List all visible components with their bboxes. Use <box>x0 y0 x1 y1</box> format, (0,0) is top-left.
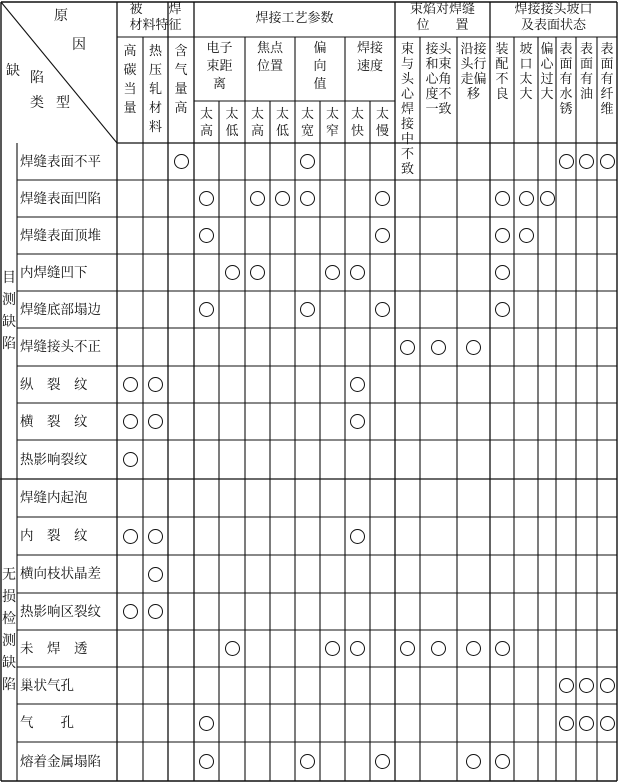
circle-mark <box>350 265 365 280</box>
circle-mark <box>300 154 315 169</box>
circle-mark <box>300 191 315 206</box>
column-header-14: 装配不良 <box>495 42 509 102</box>
circle-mark <box>275 191 290 206</box>
column-header-12: 接头和束心角度不一致 <box>425 42 452 117</box>
row-label-0-0: 焊缝表面不平 <box>20 153 101 170</box>
circle-mark <box>519 228 534 243</box>
sub-header-2-line-0: 偏 <box>313 41 327 56</box>
circle-mark <box>199 191 214 206</box>
circle-mark <box>199 228 214 243</box>
circle-mark <box>325 265 340 280</box>
circle-mark <box>375 191 390 206</box>
circle-mark <box>375 228 390 243</box>
circle-mark <box>123 604 138 619</box>
column-header-3: 太高 <box>199 107 213 139</box>
group-header-0-line-0: 被 焊 <box>129 2 182 17</box>
row-label-1-7: 熔着金属塌陷 <box>20 753 101 770</box>
sub-header-2-line-2: 值 <box>313 77 327 92</box>
circle-mark <box>225 265 240 280</box>
group-header-2-line-1: 位 置 <box>416 18 469 33</box>
sub-header-1-line-0: 焦点 <box>256 41 283 56</box>
circle-mark <box>540 191 555 206</box>
column-header-10: 太慢 <box>375 107 389 139</box>
column-header-15: 坡口太大 <box>519 42 533 102</box>
circle-mark <box>375 302 390 317</box>
circle-mark <box>559 154 574 169</box>
sub-header-3-line-0: 焊接 <box>356 41 383 56</box>
circle-mark <box>495 641 510 656</box>
sub-header-3-line-1: 速度 <box>356 59 383 74</box>
group-header-3-line-1: 及表面状态 <box>520 18 586 33</box>
circle-mark <box>466 641 481 656</box>
sub-header-1-line-1: 位置 <box>256 59 283 74</box>
circle-mark <box>148 604 163 619</box>
row-label-0-1: 焊缝表面凹陷 <box>20 190 101 207</box>
circle-mark <box>600 154 615 169</box>
row-label-1-4: 未 焊 透 <box>20 640 88 657</box>
section-label-1: 无损检测缺陷 <box>2 567 16 693</box>
header-lei: 类 <box>30 95 44 111</box>
row-label-1-0: 焊缝内起泡 <box>20 490 88 506</box>
circle-mark <box>123 377 138 392</box>
circle-mark <box>579 154 594 169</box>
circle-mark <box>123 414 138 429</box>
circle-mark <box>148 414 163 429</box>
circle-mark <box>350 377 365 392</box>
column-header-0: 高碳当量 <box>123 44 137 116</box>
circle-mark <box>495 265 510 280</box>
column-header-5: 太高 <box>250 107 264 139</box>
row-label-1-5: 巢状气孔 <box>20 677 74 694</box>
column-header-17: 表面有水锈 <box>559 42 573 117</box>
sub-header-0-line-0: 电子 <box>206 41 233 56</box>
circle-mark <box>579 678 594 693</box>
group-header-3-line-0: 焊接接头坡口 <box>514 2 593 17</box>
circle-mark <box>250 265 265 280</box>
circle-mark <box>375 754 390 769</box>
circle-mark <box>559 678 574 693</box>
column-header-8: 太窄 <box>325 107 339 139</box>
header-xian: 陷 <box>30 70 44 86</box>
sub-header-0-line-2: 离 <box>212 77 226 92</box>
column-header-11: 束与头心焊接中不致 <box>400 42 414 177</box>
circle-mark <box>350 414 365 429</box>
circle-mark <box>199 716 214 731</box>
circle-mark <box>600 678 615 693</box>
circle-mark <box>300 302 315 317</box>
row-label-1-3: 热影响区裂纹 <box>20 603 101 620</box>
header-yin: 因 <box>72 37 86 53</box>
row-label-0-2: 焊缝表面顶堆 <box>20 227 101 244</box>
circle-mark <box>199 302 214 317</box>
column-header-2: 含气量高 <box>174 44 188 116</box>
circle-mark <box>579 716 594 731</box>
circle-mark <box>495 228 510 243</box>
circle-mark <box>250 191 265 206</box>
circle-mark <box>519 191 534 206</box>
circle-mark <box>559 716 574 731</box>
circle-mark <box>495 754 510 769</box>
circle-mark <box>300 754 315 769</box>
circle-mark <box>600 716 615 731</box>
circle-mark <box>466 754 481 769</box>
column-header-7: 太宽 <box>300 107 314 139</box>
group-header-0-line-1: 材料特征 <box>129 18 182 33</box>
column-header-19: 表面有纤维 <box>600 42 614 117</box>
group-header-2-line-0: 束焰对焊缝 <box>409 2 475 17</box>
header-xing: 型 <box>56 95 70 111</box>
column-header-6: 太低 <box>275 107 289 139</box>
circle-mark <box>466 340 481 355</box>
circle-mark <box>495 302 510 317</box>
header-que: 缺 <box>6 63 20 79</box>
row-label-1-1: 内 裂 纹 <box>20 528 88 544</box>
circle-mark <box>350 641 365 656</box>
column-header-18: 表面有油 <box>579 42 593 102</box>
circle-mark <box>123 452 138 467</box>
row-label-0-6: 纵 裂 纹 <box>20 376 88 393</box>
circle-mark <box>148 377 163 392</box>
sub-header-2-line-1: 向 <box>313 59 327 74</box>
row-label-1-2: 横向枝状晶差 <box>20 566 101 582</box>
circle-mark <box>350 529 365 544</box>
circle-mark <box>199 754 214 769</box>
row-label-0-7: 横 裂 纹 <box>20 413 88 430</box>
circle-mark <box>400 641 415 656</box>
circle-mark <box>431 641 446 656</box>
circle-mark <box>325 641 340 656</box>
circle-mark <box>400 340 415 355</box>
column-header-4: 太低 <box>225 107 239 139</box>
circle-mark <box>123 529 138 544</box>
row-label-0-4: 焊缝底部塌边 <box>20 301 101 318</box>
circle-mark <box>431 340 446 355</box>
column-header-1: 热压轧材料 <box>148 44 162 135</box>
row-label-0-8: 热影响裂纹 <box>20 451 88 468</box>
column-header-13: 沿接头行走偏移 <box>460 42 487 102</box>
circle-mark <box>148 567 163 582</box>
row-label-1-6: 气 孔 <box>20 715 74 731</box>
section-label-0: 目测缺陷 <box>2 270 16 352</box>
circle-mark <box>495 191 510 206</box>
row-label-0-5: 焊缝接头不正 <box>20 339 101 355</box>
sub-header-0-line-1: 束距 <box>206 59 233 74</box>
row-label-0-3: 内焊缝凹下 <box>20 264 88 281</box>
circle-mark <box>148 529 163 544</box>
header-yuan: 原 <box>54 8 68 24</box>
group-header-1-line-0: 焊接工艺参数 <box>255 11 334 26</box>
circle-mark <box>174 154 189 169</box>
circle-mark <box>225 641 240 656</box>
column-header-16: 偏心过大 <box>540 42 554 102</box>
column-header-9: 太快 <box>350 107 364 139</box>
